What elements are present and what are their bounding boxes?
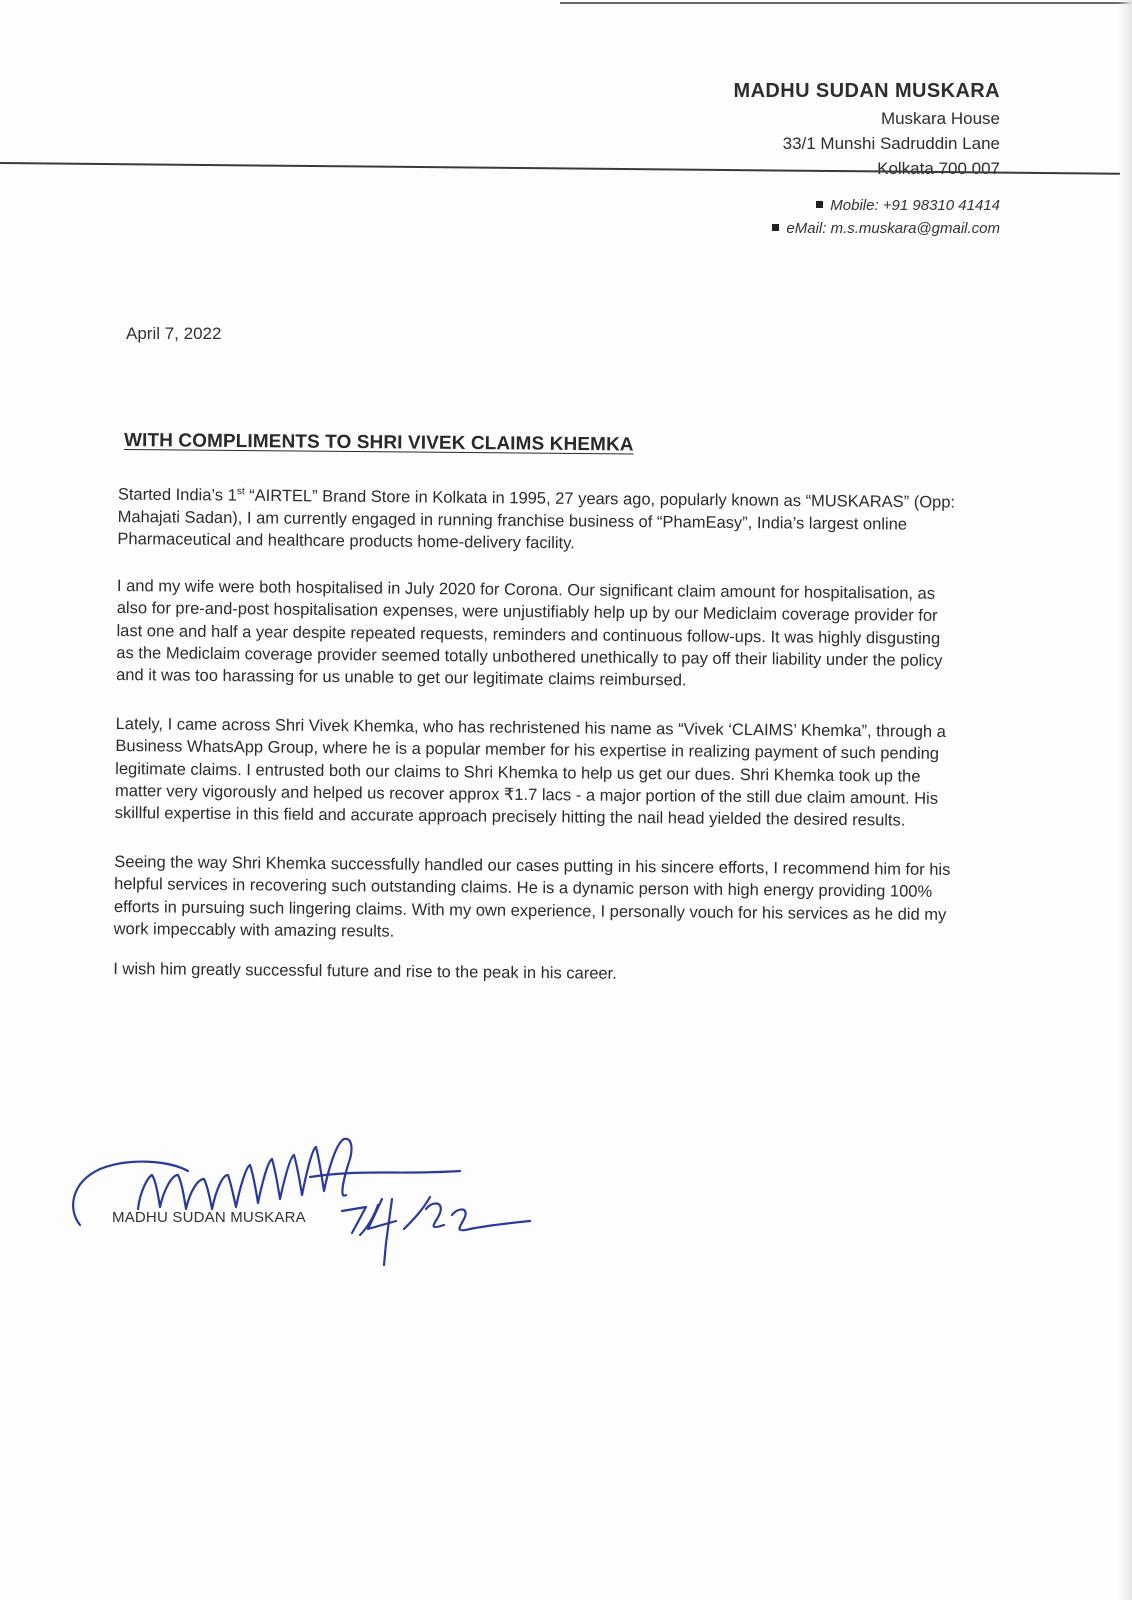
letter-date: April 7, 2022 bbox=[126, 324, 222, 343]
paragraph-1-start: Started India’s 1 bbox=[117, 485, 237, 505]
letterhead-address-1: Muskara House bbox=[880, 109, 1000, 128]
paragraph-2: I and my wife were both hospitalised in July 2020 for Corona. Our significant claim amount for hospitalisation, as also for pre-and-post hospitalisation expenses, were unjustifiably help up by our Mediclaim coverage provider for last one and half a year despite repeated requests, reminders and continuous follow-ups. It was highly disgusting as the Mediclaim coverage provider seemed totally unbothered unethically to pay off their liability under the policy and it was too harassing for us unable to get our legitimate claims reimbursed. bbox=[116, 576, 943, 690]
signatory-name: MADHU SUDAN MUSKARA bbox=[112, 1209, 306, 1226]
signature-block bbox=[60, 1125, 540, 1275]
letterhead bbox=[734, 78, 1000, 181]
contact-email-row bbox=[772, 217, 1000, 240]
paragraph-1-rest: “AIRTEL” Brand Store in Kolkata in 1995, 27 years ago, popularly known as “MUSKARAS” (Opp: Mahajati Sadan), I am currently engaged in running franchise business of “PhamEasy”, India’s largest online Pharmaceutical and healthcare products home-delivery facility. bbox=[117, 486, 956, 553]
letterhead-name: MADHU SUDAN MUSKARA bbox=[733, 80, 1000, 102]
contact-mobile: Mobile: +91 98310 41414 bbox=[830, 197, 1000, 214]
contact-block bbox=[772, 194, 1000, 240]
contact-mobile-row bbox=[772, 194, 1000, 217]
letter-subject: WITH COMPLIMENTS TO SHRI VIVEK CLAIMS KHEMKA bbox=[123, 430, 634, 456]
scan-top-edge bbox=[560, 2, 1132, 4]
letter-body bbox=[113, 480, 958, 1009]
paragraph-3: Lately, I came across Shri Vivek Khemka, who has rechristened his name as “Vivek ‘CLAIMS’ Khemka”, through a Business WhatsApp Group, where he is a popular member for his expertise in realizing payment of such pending legitimate claims. I entrusted both our claims to Shri Khemka to help us get our dues. Shri Khemka took up the matter very vigorously and helped us recover approx ₹1.7 lacs - a major portion of the still due claim amount. His skillful expertise in this field and accurate approach precisely hitting the nail head yielded the desired results. bbox=[114, 714, 946, 830]
handwritten-signature bbox=[60, 1125, 540, 1275]
scan-right-shadow bbox=[1118, 0, 1132, 1600]
square-bullet-icon bbox=[772, 224, 779, 231]
letterhead-address-2: 33/1 Munshi Sadruddin Lane bbox=[782, 134, 1000, 153]
square-bullet-icon bbox=[816, 201, 823, 208]
contact-email: eMail: m.s.muskara@gmail.com bbox=[786, 220, 1000, 237]
paragraph-5: I wish him greatly successful future and rise to the peak in his career. bbox=[113, 960, 617, 984]
paragraph-4: Seeing the way Shri Khemka successfully handled our cases putting in his sincere efforts, I recommend him for his helpful services in recovering such outstanding claims. He is a dynamic person with high energy providing 100% efforts in pursuing such lingering claims. With my own experience, I personally vouch for his services as he did my work impeccably with amazing results. bbox=[113, 852, 951, 941]
letterhead-address-3: Kolkata 700 007 bbox=[877, 159, 1000, 178]
paragraph-1-superscript: st bbox=[236, 486, 245, 498]
paragraph-1 bbox=[117, 480, 958, 559]
